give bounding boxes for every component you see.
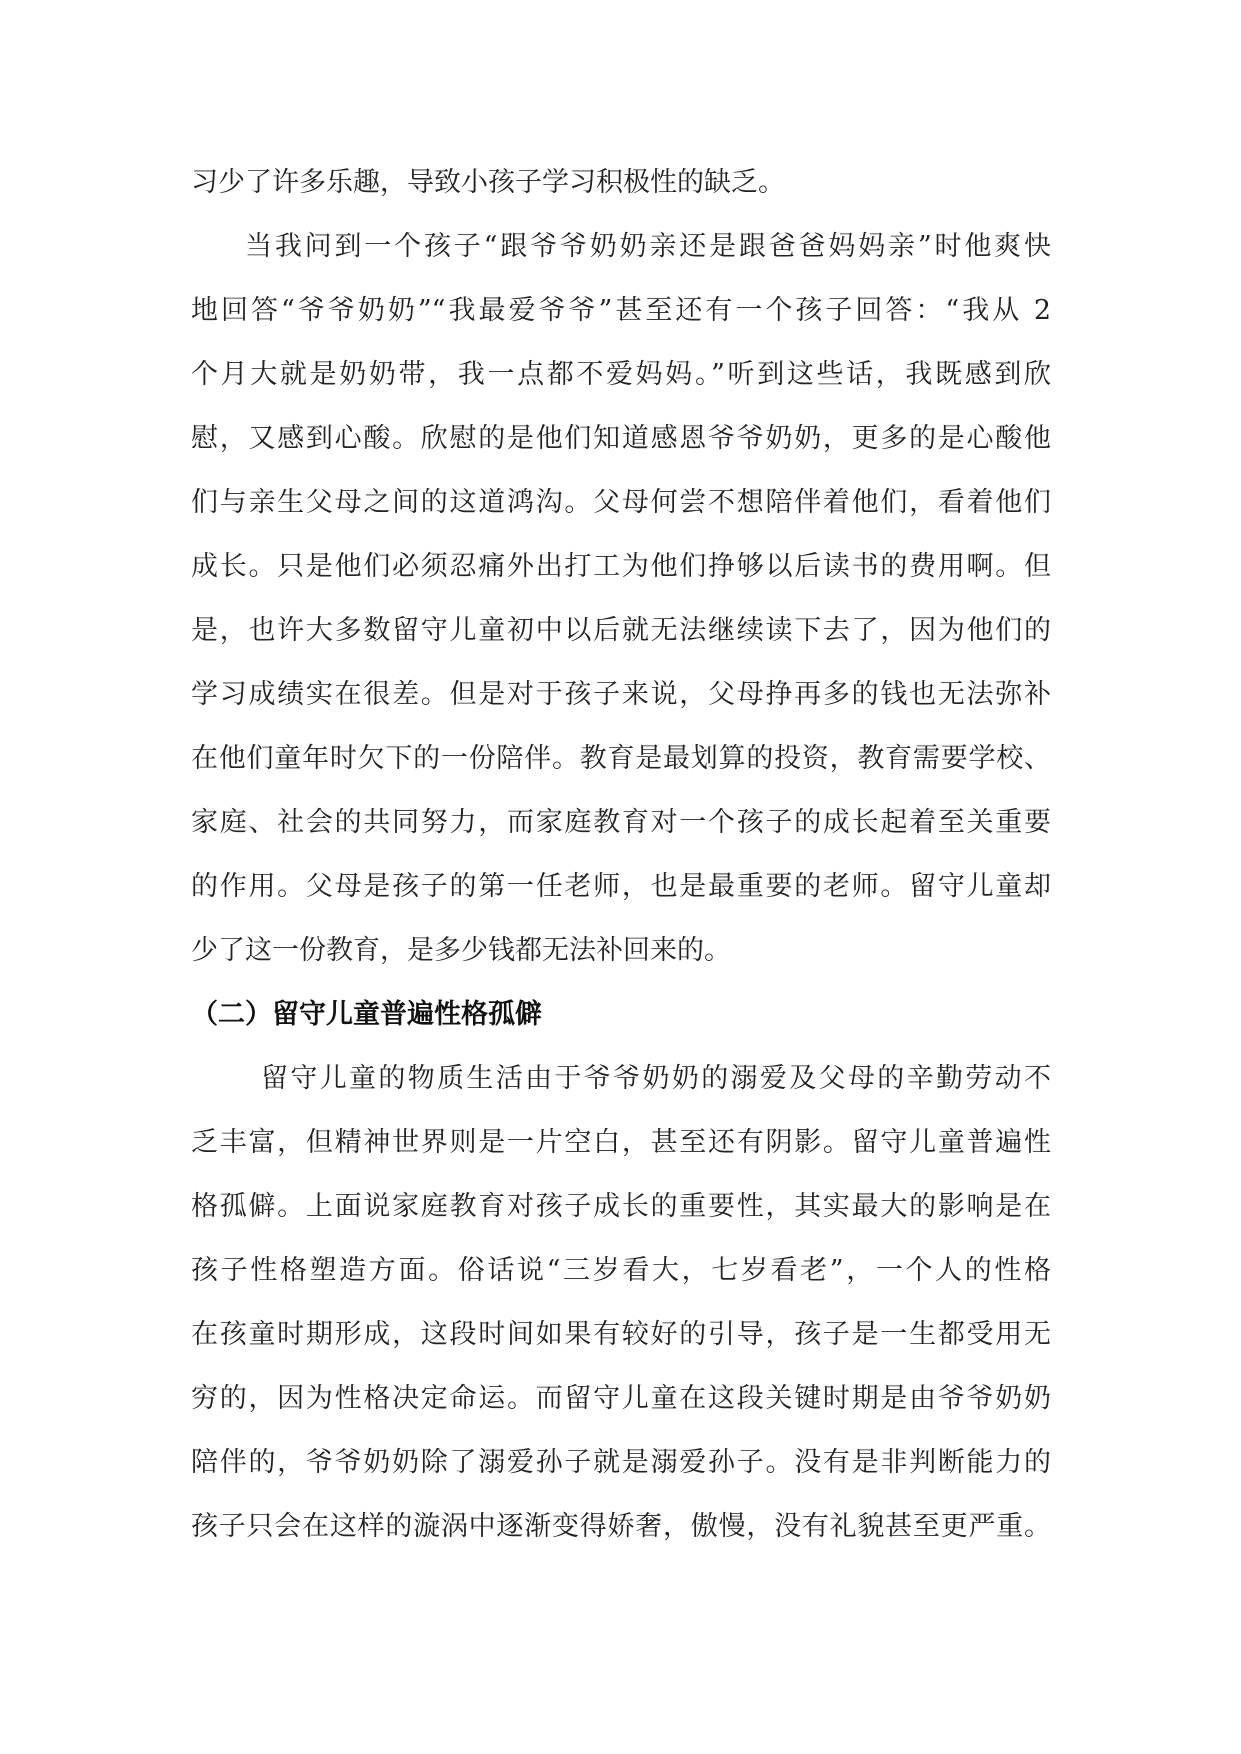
paragraph-line: 们与亲生父母之间的这道鸿沟。父母何尝不想陪伴着他们，看着他们 bbox=[191, 487, 1051, 518]
paragraph-line: 学习成绩实在很差。但是对于孩子来说，父母挣再多的钱也无法弥补 bbox=[191, 679, 1051, 710]
paragraph-line: 习少了许多乐趣，导致小孩子学习积极性的缺乏。 bbox=[191, 167, 785, 198]
paragraph-line: 个月大就是奶奶带，我一点都不爱妈妈。”听到这些话，我既感到欣 bbox=[191, 359, 1051, 390]
paragraph-line: 的作用。父母是孩子的第一任老师，也是最重要的老师。留守儿童却 bbox=[191, 871, 1051, 902]
paragraph-line: 家庭、社会的共同努力，而家庭教育对一个孩子的成长起着至关重要 bbox=[191, 807, 1051, 838]
paragraph-line: 留守儿童的物质生活由于爷爷奶奶的溺爱及父母的辛勤劳动不 bbox=[261, 1063, 1051, 1094]
paragraph-line: 乏丰富，但精神世界则是一片空白，甚至还有阴影。留守儿童普遍性 bbox=[191, 1127, 1051, 1158]
paragraph-line: 成长。只是他们必须忍痛外出打工为他们挣够以后读书的费用啊。但 bbox=[191, 551, 1051, 582]
paragraph-line: 少了这一份教育，是多少钱都无法补回来的。 bbox=[191, 935, 731, 966]
paragraph-line: 孩子性格塑造方面。俗话说“三岁看大，七岁看老”，一个人的性格 bbox=[191, 1255, 1051, 1286]
paragraph-line: 地回答“爷爷奶奶”“我最爱爷爷”甚至还有一个孩子回答：“我从 2 bbox=[191, 295, 1051, 326]
paragraph-line: 当我问到一个孩子“跟爷爷奶奶亲还是跟爸爸妈妈亲”时他爽快 bbox=[245, 231, 1051, 262]
paragraph-line: 在孩童时期形成，这段时间如果有较好的引导，孩子是一生都受用无 bbox=[191, 1319, 1051, 1350]
section-heading: （二）留守儿童普遍性格孤僻 bbox=[191, 999, 542, 1030]
paragraph-line: 穷的，因为性格决定命运。而留守儿童在这段关键时期是由爷爷奶奶 bbox=[191, 1383, 1051, 1414]
paragraph-line: 格孤僻。上面说家庭教育对孩子成长的重要性，其实最大的影响是在 bbox=[191, 1191, 1051, 1222]
paragraph-line: 是，也许大多数留守儿童初中以后就无法继续读下去了，因为他们的 bbox=[191, 615, 1051, 646]
paragraph-line: 孩子只会在这样的漩涡中逐渐变得娇奢，傲慢，没有礼貌甚至更严重。 bbox=[191, 1511, 1051, 1542]
paragraph-line: 陪伴的，爷爷奶奶除了溺爱孙子就是溺爱孙子。没有是非判断能力的 bbox=[191, 1447, 1051, 1478]
paragraph-line: 在他们童年时欠下的一份陪伴。教育是最划算的投资，教育需要学校、 bbox=[191, 743, 1051, 774]
paragraph-line: 慰，又感到心酸。欣慰的是他们知道感恩爷爷奶奶，更多的是心酸他 bbox=[191, 423, 1051, 454]
